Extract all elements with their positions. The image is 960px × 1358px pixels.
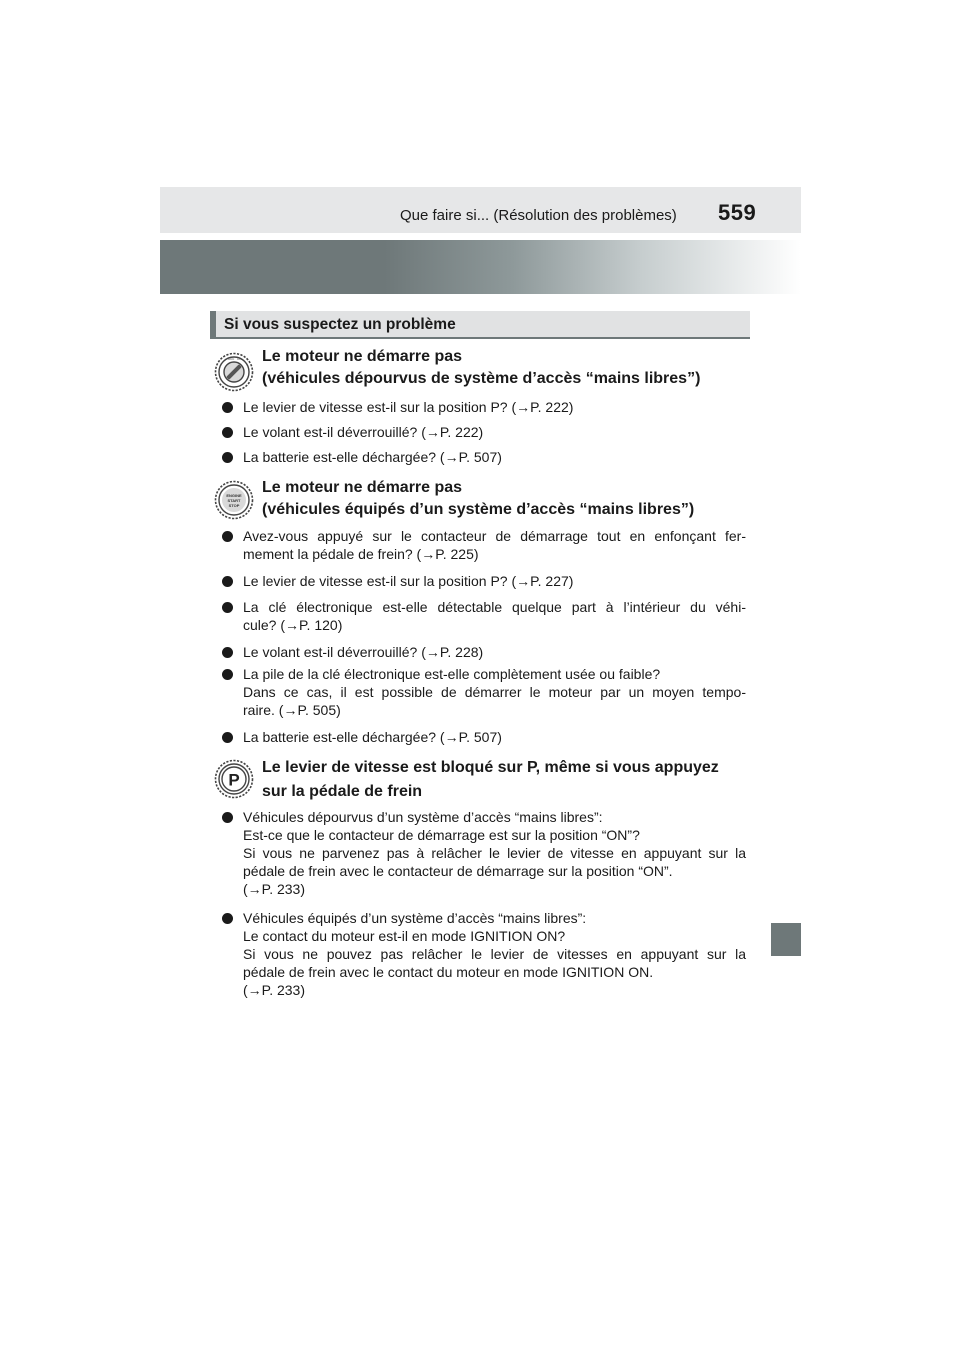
park-gear-icon bbox=[214, 759, 254, 799]
list-item-text: Le volant est-il déverrouillé? (→P. 228) bbox=[243, 644, 484, 660]
topic-title bbox=[262, 756, 719, 804]
list-item bbox=[222, 572, 746, 590]
list-item-text: Avez-vous appuyé sur le contacteur de démarrage tout en enfonçant fer- bbox=[243, 528, 746, 544]
bullet-icon bbox=[222, 669, 233, 680]
list-item bbox=[222, 398, 746, 416]
list-item bbox=[222, 808, 746, 898]
topic-title bbox=[262, 477, 694, 521]
list-item-text: Dans ce cas, il est possible de démarrer le moteur par un moyen tempo- bbox=[243, 684, 746, 700]
topic-title-line: sur la pédale de frein bbox=[262, 783, 423, 800]
svg-text:ON: ON bbox=[237, 357, 242, 361]
chapter-banner bbox=[160, 240, 801, 294]
list-item-text: (→P. 233) bbox=[243, 881, 305, 897]
list-item-text: raire. (→P. 505) bbox=[243, 702, 341, 718]
ignition-key-switch-icon bbox=[214, 352, 254, 392]
list-item bbox=[222, 643, 746, 661]
section-accent-bar bbox=[210, 311, 216, 337]
topic-title-line: Le moteur ne démarre pas bbox=[262, 348, 463, 365]
chapter-title: Que faire si... (Résolution des problèmes) bbox=[400, 207, 677, 224]
list-item-text: Véhicules dépourvus d’un système d’accès “mains libres”: bbox=[243, 809, 603, 825]
engine-start-stop-button-icon bbox=[214, 480, 254, 520]
list-item-text: Si vous ne parvenez pas à relâcher le levier de vitesse en appuyant sur la bbox=[243, 845, 746, 861]
icon-label: P bbox=[228, 770, 240, 790]
list-item-text: (→P. 233) bbox=[243, 982, 305, 998]
list-item-text: Est-ce que le contacteur de démarrage est sur la position “ON”? bbox=[243, 827, 640, 843]
list-item-text: Véhicules équipés d’un système d’accès “mains libres”: bbox=[243, 910, 587, 926]
section-header bbox=[210, 311, 750, 339]
list-item bbox=[222, 527, 746, 563]
list-item-text: Si vous ne pouvez pas relâcher le levier de vitesses en appuyant sur la bbox=[243, 946, 746, 962]
list-item-text: Le levier de vitesse est-il sur la position P? (→P. 222) bbox=[243, 399, 574, 415]
list-item-text: Le levier de vitesse est-il sur la position P? (→P. 227) bbox=[243, 573, 574, 589]
list-item-text: cule? (→P. 120) bbox=[243, 617, 343, 633]
list-item bbox=[222, 728, 746, 746]
section-title: Si vous suspectez un problème bbox=[224, 316, 456, 333]
bullet-icon bbox=[222, 402, 233, 413]
bullet-icon bbox=[222, 576, 233, 587]
list-item-text: La batterie est-elle déchargée? (→P. 507) bbox=[243, 729, 502, 745]
chapter-side-tab bbox=[771, 923, 801, 956]
topic-title-line: Le levier de vitesse est bloqué sur P, même si vous appuyez bbox=[262, 759, 719, 776]
list-item-text: Le contact du moteur est-il en mode IGNITION ON? bbox=[243, 928, 566, 944]
bullet-icon bbox=[222, 732, 233, 743]
list-item-text: Le volant est-il déverrouillé? (→P. 222) bbox=[243, 424, 484, 440]
bullet-icon bbox=[222, 812, 233, 823]
list-item-text: pédale de frein avec le contacteur de démarrage sur la position “ON”. bbox=[243, 863, 673, 879]
bullet-icon bbox=[222, 602, 233, 613]
list-item-text: pédale de frein avec le contact du moteur en mode IGNITION ON. bbox=[243, 964, 654, 980]
topic-title-line: (véhicules équipés d’un système d’accès “mains libres”) bbox=[262, 501, 695, 518]
icon-label: STOP bbox=[228, 503, 240, 508]
list-item bbox=[222, 598, 746, 634]
list-item bbox=[222, 448, 746, 466]
page-number: 559 bbox=[718, 200, 757, 225]
list-item-text: mement la pédale de frein? (→P. 225) bbox=[243, 546, 479, 562]
bullet-icon bbox=[222, 531, 233, 542]
topic-title bbox=[262, 346, 700, 390]
icon-label: ENGINE bbox=[226, 493, 242, 498]
bullet-icon bbox=[222, 427, 233, 438]
icon-label: START bbox=[227, 498, 241, 503]
list-item-text: La batterie est-elle déchargée? (→P. 507) bbox=[243, 449, 502, 465]
topic-title-line: Le moteur ne démarre pas bbox=[262, 479, 463, 496]
bullet-icon bbox=[222, 647, 233, 658]
bullet-icon bbox=[222, 452, 233, 463]
list-item bbox=[222, 909, 746, 999]
svg-text:ACC: ACC bbox=[228, 357, 235, 361]
list-item-text: La pile de la clé électronique est-elle complètement usée ou faible? bbox=[243, 666, 661, 682]
bullet-icon bbox=[222, 913, 233, 924]
list-item bbox=[222, 665, 746, 719]
topic-title-line: (véhicules dépourvus de système d’accès “mains libres”) bbox=[262, 370, 701, 387]
list-item-text: La clé électronique est-elle détectable quelque part à l’intérieur du véhi- bbox=[243, 599, 746, 615]
list-item bbox=[222, 423, 746, 441]
